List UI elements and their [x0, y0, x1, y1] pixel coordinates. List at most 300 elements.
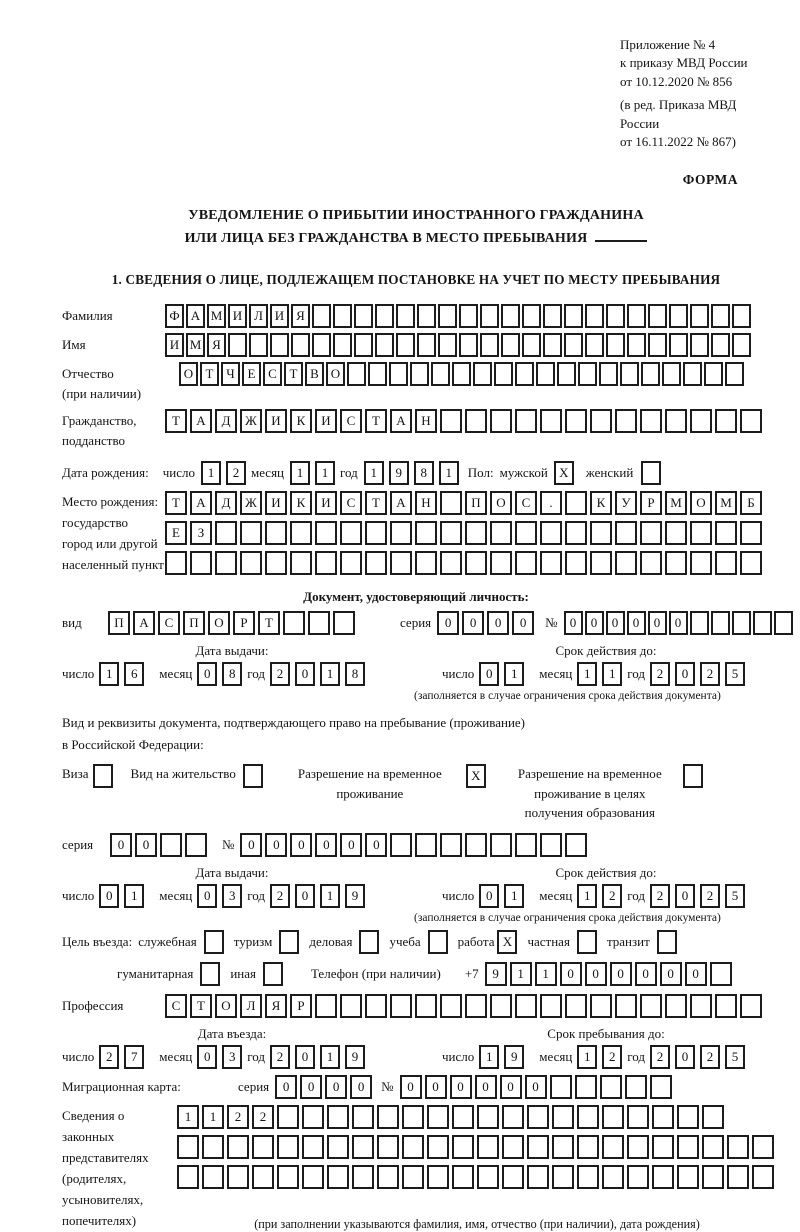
- other-checkbox[interactable]: [263, 962, 283, 986]
- char-cell[interactable]: 1: [577, 1045, 597, 1069]
- char-cell[interactable]: [585, 304, 604, 328]
- char-cell[interactable]: [302, 1135, 324, 1159]
- char-cell[interactable]: [590, 409, 612, 433]
- char-cell[interactable]: [600, 1075, 622, 1099]
- char-cell[interactable]: 0: [240, 833, 262, 857]
- char-cell[interactable]: З: [190, 521, 212, 545]
- char-cell[interactable]: А: [390, 491, 412, 515]
- char-cell[interactable]: [417, 304, 436, 328]
- char-cell[interactable]: [683, 362, 702, 386]
- char-cell[interactable]: 0: [340, 833, 362, 857]
- char-cell[interactable]: [652, 1105, 674, 1129]
- char-cell[interactable]: [440, 833, 462, 857]
- char-cell[interactable]: [565, 491, 587, 515]
- char-cell[interactable]: [452, 1165, 474, 1189]
- char-cell[interactable]: [415, 833, 437, 857]
- char-cell[interactable]: [490, 833, 512, 857]
- char-cell[interactable]: [415, 994, 437, 1018]
- char-cell[interactable]: 0: [585, 962, 607, 986]
- char-cell[interactable]: [377, 1105, 399, 1129]
- char-cell[interactable]: 2: [270, 662, 290, 686]
- char-cell[interactable]: 0: [660, 962, 682, 986]
- visa-checkbox[interactable]: [93, 764, 113, 788]
- char-cell[interactable]: [490, 994, 512, 1018]
- char-cell[interactable]: [333, 333, 352, 357]
- char-cell[interactable]: [402, 1135, 424, 1159]
- char-cell[interactable]: 9: [485, 962, 507, 986]
- char-cell[interactable]: 0: [479, 884, 499, 908]
- char-cell[interactable]: [677, 1165, 699, 1189]
- char-cell[interactable]: [640, 521, 662, 545]
- char-cell[interactable]: [577, 1135, 599, 1159]
- char-cell[interactable]: 0: [675, 884, 695, 908]
- char-cell[interactable]: М: [186, 333, 205, 357]
- char-cell[interactable]: [277, 1105, 299, 1129]
- char-cell[interactable]: И: [228, 304, 247, 328]
- char-cell[interactable]: С: [340, 409, 362, 433]
- char-cell[interactable]: [606, 304, 625, 328]
- char-cell[interactable]: А: [186, 304, 205, 328]
- char-cell[interactable]: [415, 551, 437, 575]
- char-cell[interactable]: 2: [226, 461, 246, 485]
- char-cell[interactable]: [627, 1105, 649, 1129]
- char-cell[interactable]: [440, 409, 462, 433]
- char-cell[interactable]: 1: [290, 461, 310, 485]
- char-cell[interactable]: П: [465, 491, 487, 515]
- char-cell[interactable]: 0: [295, 662, 315, 686]
- char-cell[interactable]: [732, 304, 751, 328]
- char-cell[interactable]: 9: [345, 1045, 365, 1069]
- char-cell[interactable]: [690, 994, 712, 1018]
- char-cell[interactable]: 8: [345, 662, 365, 686]
- char-cell[interactable]: [390, 551, 412, 575]
- char-cell[interactable]: 0: [606, 611, 625, 635]
- char-cell[interactable]: М: [207, 304, 226, 328]
- char-cell[interactable]: Н: [415, 491, 437, 515]
- char-cell[interactable]: [477, 1105, 499, 1129]
- char-cell[interactable]: Р: [640, 491, 662, 515]
- char-cell[interactable]: 0: [350, 1075, 372, 1099]
- char-cell[interactable]: [740, 521, 762, 545]
- char-cell[interactable]: [312, 304, 331, 328]
- char-cell[interactable]: [515, 994, 537, 1018]
- char-cell[interactable]: [490, 521, 512, 545]
- char-cell[interactable]: [677, 1105, 699, 1129]
- char-cell[interactable]: [390, 833, 412, 857]
- char-cell[interactable]: [732, 333, 751, 357]
- char-cell[interactable]: 1: [177, 1105, 199, 1129]
- char-cell[interactable]: [252, 1165, 274, 1189]
- char-cell[interactable]: [333, 611, 355, 635]
- humanitarian-checkbox[interactable]: [200, 962, 220, 986]
- char-cell[interactable]: 8: [222, 662, 242, 686]
- char-cell[interactable]: 0: [450, 1075, 472, 1099]
- char-cell[interactable]: Е: [165, 521, 187, 545]
- char-cell[interactable]: 0: [290, 833, 312, 857]
- char-cell[interactable]: 0: [425, 1075, 447, 1099]
- char-cell[interactable]: [578, 362, 597, 386]
- char-cell[interactable]: 0: [300, 1075, 322, 1099]
- char-cell[interactable]: [732, 611, 751, 635]
- char-cell[interactable]: [396, 333, 415, 357]
- char-cell[interactable]: О: [490, 491, 512, 515]
- char-cell[interactable]: 0: [585, 611, 604, 635]
- char-cell[interactable]: А: [133, 611, 155, 635]
- char-cell[interactable]: [515, 833, 537, 857]
- char-cell[interactable]: 0: [400, 1075, 422, 1099]
- char-cell[interactable]: 5: [725, 662, 745, 686]
- char-cell[interactable]: [665, 521, 687, 545]
- char-cell[interactable]: [640, 994, 662, 1018]
- char-cell[interactable]: М: [715, 491, 737, 515]
- char-cell[interactable]: 0: [675, 1045, 695, 1069]
- char-cell[interactable]: [536, 362, 555, 386]
- char-cell[interactable]: 3: [222, 884, 242, 908]
- char-cell[interactable]: [290, 521, 312, 545]
- char-cell[interactable]: [704, 362, 723, 386]
- char-cell[interactable]: 0: [197, 884, 217, 908]
- char-cell[interactable]: [565, 994, 587, 1018]
- char-cell[interactable]: [585, 333, 604, 357]
- char-cell[interactable]: Т: [165, 491, 187, 515]
- char-cell[interactable]: [602, 1105, 624, 1129]
- char-cell[interactable]: 0: [437, 611, 459, 635]
- char-cell[interactable]: 0: [197, 1045, 217, 1069]
- char-cell[interactable]: [577, 1165, 599, 1189]
- char-cell[interactable]: 2: [270, 884, 290, 908]
- char-cell[interactable]: [690, 409, 712, 433]
- char-cell[interactable]: 7: [124, 1045, 144, 1069]
- char-cell[interactable]: 0: [475, 1075, 497, 1099]
- char-cell[interactable]: [627, 1165, 649, 1189]
- char-cell[interactable]: А: [190, 409, 212, 433]
- char-cell[interactable]: [440, 994, 462, 1018]
- char-cell[interactable]: [227, 1135, 249, 1159]
- char-cell[interactable]: [327, 1105, 349, 1129]
- char-cell[interactable]: [627, 333, 646, 357]
- gender-male-checkbox[interactable]: X: [554, 461, 574, 485]
- char-cell[interactable]: [228, 333, 247, 357]
- char-cell[interactable]: [177, 1165, 199, 1189]
- char-cell[interactable]: [711, 611, 730, 635]
- char-cell[interactable]: [352, 1165, 374, 1189]
- char-cell[interactable]: [540, 994, 562, 1018]
- char-cell[interactable]: 0: [564, 611, 583, 635]
- char-cell[interactable]: И: [270, 304, 289, 328]
- char-cell[interactable]: [327, 1165, 349, 1189]
- char-cell[interactable]: 2: [99, 1045, 119, 1069]
- transit-checkbox[interactable]: [657, 930, 677, 954]
- char-cell[interactable]: О: [179, 362, 198, 386]
- tourism-checkbox[interactable]: [279, 930, 299, 954]
- char-cell[interactable]: [459, 304, 478, 328]
- char-cell[interactable]: [640, 551, 662, 575]
- char-cell[interactable]: 0: [99, 884, 119, 908]
- char-cell[interactable]: [427, 1105, 449, 1129]
- char-cell[interactable]: [715, 409, 737, 433]
- char-cell[interactable]: И: [165, 333, 184, 357]
- char-cell[interactable]: Т: [365, 409, 387, 433]
- char-cell[interactable]: Е: [242, 362, 261, 386]
- char-cell[interactable]: [540, 833, 562, 857]
- char-cell[interactable]: Т: [365, 491, 387, 515]
- char-cell[interactable]: [427, 1165, 449, 1189]
- char-cell[interactable]: 0: [295, 1045, 315, 1069]
- char-cell[interactable]: [165, 551, 187, 575]
- char-cell[interactable]: [215, 551, 237, 575]
- char-cell[interactable]: [740, 551, 762, 575]
- char-cell[interactable]: [312, 333, 331, 357]
- char-cell[interactable]: [590, 551, 612, 575]
- char-cell[interactable]: А: [390, 409, 412, 433]
- char-cell[interactable]: [202, 1135, 224, 1159]
- char-cell[interactable]: Т: [258, 611, 280, 635]
- char-cell[interactable]: [501, 304, 520, 328]
- char-cell[interactable]: [648, 333, 667, 357]
- char-cell[interactable]: [752, 1165, 774, 1189]
- char-cell[interactable]: [627, 1135, 649, 1159]
- char-cell[interactable]: [431, 362, 450, 386]
- char-cell[interactable]: [665, 551, 687, 575]
- char-cell[interactable]: [277, 1165, 299, 1189]
- char-cell[interactable]: 1: [504, 662, 524, 686]
- char-cell[interactable]: [402, 1105, 424, 1129]
- char-cell[interactable]: [577, 1105, 599, 1129]
- char-cell[interactable]: [565, 521, 587, 545]
- char-cell[interactable]: И: [315, 409, 337, 433]
- char-cell[interactable]: [352, 1135, 374, 1159]
- char-cell[interactable]: [652, 1135, 674, 1159]
- char-cell[interactable]: [540, 521, 562, 545]
- char-cell[interactable]: [602, 1165, 624, 1189]
- char-cell[interactable]: [620, 362, 639, 386]
- char-cell[interactable]: [291, 333, 310, 357]
- temp-residence-checkbox[interactable]: X: [466, 764, 486, 788]
- char-cell[interactable]: У: [615, 491, 637, 515]
- char-cell[interactable]: [465, 551, 487, 575]
- char-cell[interactable]: [315, 551, 337, 575]
- char-cell[interactable]: [440, 521, 462, 545]
- char-cell[interactable]: Т: [284, 362, 303, 386]
- char-cell[interactable]: [527, 1105, 549, 1129]
- char-cell[interactable]: 1: [577, 662, 597, 686]
- char-cell[interactable]: [270, 333, 289, 357]
- char-cell[interactable]: [502, 1105, 524, 1129]
- char-cell[interactable]: [227, 1165, 249, 1189]
- char-cell[interactable]: 0: [648, 611, 667, 635]
- char-cell[interactable]: [715, 551, 737, 575]
- char-cell[interactable]: 1: [577, 884, 597, 908]
- char-cell[interactable]: [753, 611, 772, 635]
- char-cell[interactable]: [740, 409, 762, 433]
- char-cell[interactable]: [368, 362, 387, 386]
- char-cell[interactable]: [515, 521, 537, 545]
- char-cell[interactable]: [615, 409, 637, 433]
- char-cell[interactable]: 1: [320, 884, 340, 908]
- char-cell[interactable]: 0: [365, 833, 387, 857]
- char-cell[interactable]: [252, 1135, 274, 1159]
- char-cell[interactable]: [490, 409, 512, 433]
- char-cell[interactable]: [650, 1075, 672, 1099]
- char-cell[interactable]: К: [590, 491, 612, 515]
- char-cell[interactable]: [177, 1135, 199, 1159]
- char-cell[interactable]: К: [290, 409, 312, 433]
- char-cell[interactable]: [565, 833, 587, 857]
- char-cell[interactable]: 1: [479, 1045, 499, 1069]
- char-cell[interactable]: [662, 362, 681, 386]
- char-cell[interactable]: [711, 333, 730, 357]
- char-cell[interactable]: [375, 333, 394, 357]
- char-cell[interactable]: 0: [135, 833, 157, 857]
- char-cell[interactable]: [615, 521, 637, 545]
- char-cell[interactable]: [477, 1165, 499, 1189]
- char-cell[interactable]: [202, 1165, 224, 1189]
- char-cell[interactable]: [575, 1075, 597, 1099]
- char-cell[interactable]: [352, 1105, 374, 1129]
- char-cell[interactable]: [727, 1165, 749, 1189]
- char-cell[interactable]: [715, 521, 737, 545]
- char-cell[interactable]: И: [315, 491, 337, 515]
- char-cell[interactable]: 2: [270, 1045, 290, 1069]
- char-cell[interactable]: А: [190, 491, 212, 515]
- char-cell[interactable]: С: [515, 491, 537, 515]
- char-cell[interactable]: [185, 833, 207, 857]
- char-cell[interactable]: 0: [315, 833, 337, 857]
- char-cell[interactable]: 0: [197, 662, 217, 686]
- char-cell[interactable]: [690, 333, 709, 357]
- char-cell[interactable]: [308, 611, 330, 635]
- char-cell[interactable]: [665, 409, 687, 433]
- char-cell[interactable]: [190, 551, 212, 575]
- char-cell[interactable]: [606, 333, 625, 357]
- char-cell[interactable]: [690, 611, 709, 635]
- char-cell[interactable]: [615, 551, 637, 575]
- char-cell[interactable]: 2: [227, 1105, 249, 1129]
- char-cell[interactable]: М: [665, 491, 687, 515]
- char-cell[interactable]: [390, 521, 412, 545]
- char-cell[interactable]: Н: [415, 409, 437, 433]
- char-cell[interactable]: [315, 521, 337, 545]
- char-cell[interactable]: Ф: [165, 304, 184, 328]
- char-cell[interactable]: 0: [275, 1075, 297, 1099]
- char-cell[interactable]: [710, 962, 732, 986]
- char-cell[interactable]: 6: [124, 662, 144, 686]
- char-cell[interactable]: [427, 1135, 449, 1159]
- char-cell[interactable]: [550, 1075, 572, 1099]
- char-cell[interactable]: 0: [110, 833, 132, 857]
- char-cell[interactable]: [690, 551, 712, 575]
- char-cell[interactable]: 2: [650, 1045, 670, 1069]
- char-cell[interactable]: [565, 551, 587, 575]
- char-cell[interactable]: [774, 611, 793, 635]
- residence-permit-checkbox[interactable]: [243, 764, 263, 788]
- char-cell[interactable]: [354, 304, 373, 328]
- char-cell[interactable]: Р: [233, 611, 255, 635]
- char-cell[interactable]: [377, 1135, 399, 1159]
- char-cell[interactable]: [438, 304, 457, 328]
- char-cell[interactable]: 0: [560, 962, 582, 986]
- char-cell[interactable]: [389, 362, 408, 386]
- char-cell[interactable]: [347, 362, 366, 386]
- char-cell[interactable]: [365, 551, 387, 575]
- char-cell[interactable]: 9: [504, 1045, 524, 1069]
- char-cell[interactable]: [527, 1165, 549, 1189]
- char-cell[interactable]: [315, 994, 337, 1018]
- char-cell[interactable]: [465, 521, 487, 545]
- char-cell[interactable]: [557, 362, 576, 386]
- char-cell[interactable]: 0: [685, 962, 707, 986]
- char-cell[interactable]: [215, 521, 237, 545]
- char-cell[interactable]: 1: [201, 461, 221, 485]
- char-cell[interactable]: [501, 333, 520, 357]
- char-cell[interactable]: 1: [315, 461, 335, 485]
- char-cell[interactable]: 9: [345, 884, 365, 908]
- char-cell[interactable]: [669, 333, 688, 357]
- char-cell[interactable]: [543, 333, 562, 357]
- char-cell[interactable]: [641, 362, 660, 386]
- char-cell[interactable]: Д: [215, 491, 237, 515]
- char-cell[interactable]: [648, 304, 667, 328]
- char-cell[interactable]: [711, 304, 730, 328]
- gender-female-checkbox[interactable]: [641, 461, 661, 485]
- char-cell[interactable]: [452, 1135, 474, 1159]
- char-cell[interactable]: [459, 333, 478, 357]
- char-cell[interactable]: [552, 1135, 574, 1159]
- char-cell[interactable]: В: [305, 362, 324, 386]
- char-cell[interactable]: О: [215, 994, 237, 1018]
- char-cell[interactable]: [522, 304, 541, 328]
- char-cell[interactable]: [543, 304, 562, 328]
- char-cell[interactable]: [725, 362, 744, 386]
- char-cell[interactable]: Т: [200, 362, 219, 386]
- char-cell[interactable]: 1: [124, 884, 144, 908]
- char-cell[interactable]: [702, 1165, 724, 1189]
- char-cell[interactable]: О: [208, 611, 230, 635]
- char-cell[interactable]: [502, 1165, 524, 1189]
- char-cell[interactable]: [417, 333, 436, 357]
- char-cell[interactable]: [477, 1135, 499, 1159]
- char-cell[interactable]: [249, 333, 268, 357]
- char-cell[interactable]: [627, 304, 646, 328]
- char-cell[interactable]: 3: [222, 1045, 242, 1069]
- char-cell[interactable]: [402, 1165, 424, 1189]
- char-cell[interactable]: 2: [650, 884, 670, 908]
- char-cell[interactable]: Р: [290, 994, 312, 1018]
- char-cell[interactable]: 0: [487, 611, 509, 635]
- char-cell[interactable]: Л: [249, 304, 268, 328]
- char-cell[interactable]: [302, 1105, 324, 1129]
- char-cell[interactable]: [490, 551, 512, 575]
- char-cell[interactable]: 0: [627, 611, 646, 635]
- char-cell[interactable]: Л: [240, 994, 262, 1018]
- char-cell[interactable]: [354, 333, 373, 357]
- char-cell[interactable]: 8: [414, 461, 434, 485]
- char-cell[interactable]: [527, 1135, 549, 1159]
- char-cell[interactable]: 1: [99, 662, 119, 686]
- char-cell[interactable]: [340, 994, 362, 1018]
- official-checkbox[interactable]: [204, 930, 224, 954]
- char-cell[interactable]: [522, 333, 541, 357]
- char-cell[interactable]: [465, 994, 487, 1018]
- char-cell[interactable]: [702, 1135, 724, 1159]
- char-cell[interactable]: [502, 1135, 524, 1159]
- char-cell[interactable]: 2: [602, 1045, 622, 1069]
- char-cell[interactable]: 9: [389, 461, 409, 485]
- char-cell[interactable]: [564, 304, 583, 328]
- char-cell[interactable]: [265, 551, 287, 575]
- char-cell[interactable]: П: [183, 611, 205, 635]
- char-cell[interactable]: 1: [510, 962, 532, 986]
